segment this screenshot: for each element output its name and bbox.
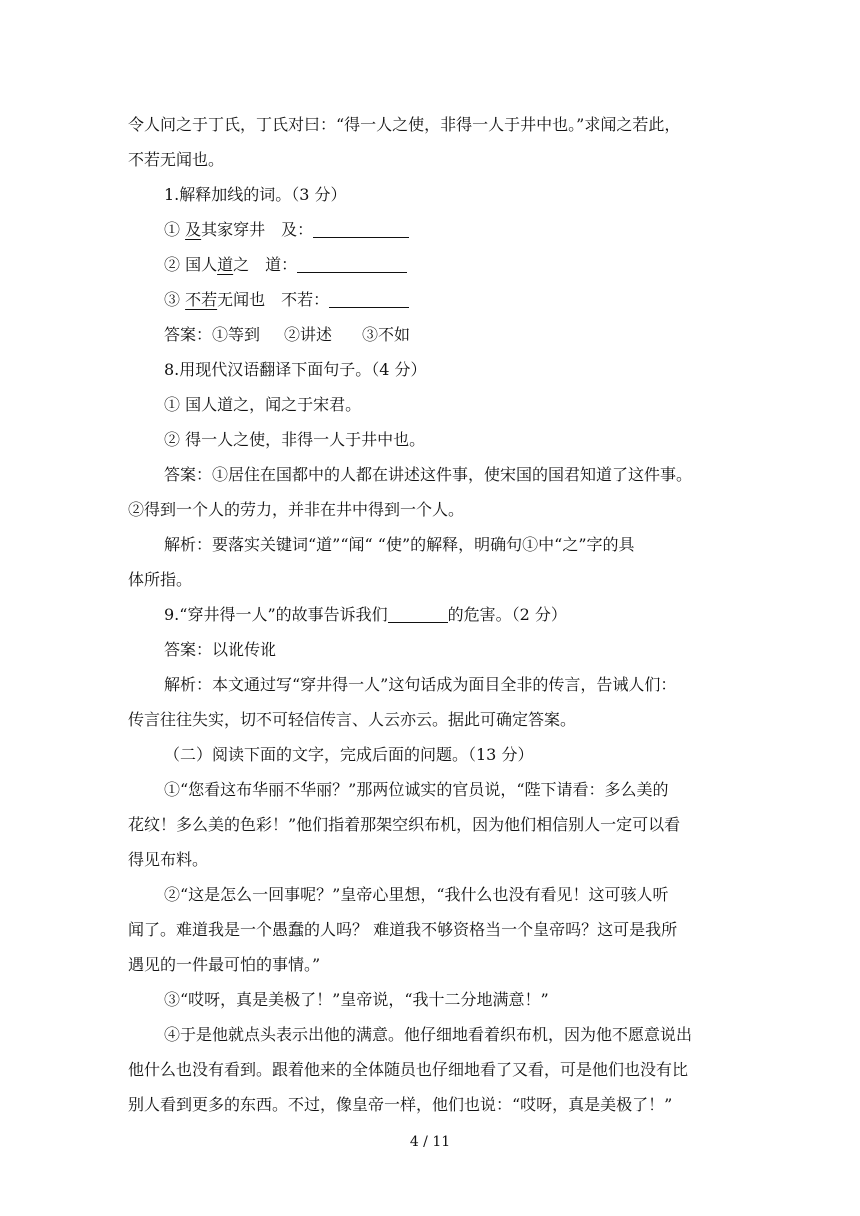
answer-line-continued: ②得到一个人的劳力，并非在井中得到一个人。 — [128, 500, 465, 519]
question-8-item-2: ② 得一人之使，非得一人于井中也。 — [164, 430, 426, 449]
analysis-line: 解析：要落实关键词“道”“闻“ “使”的解释，明确句①中“之”字的具 — [164, 535, 635, 554]
passage-line: 得见布料。 — [128, 850, 209, 869]
question-8-item-1: ① 国人道之，闻之于宋君。 — [164, 395, 362, 414]
answer-blank[interactable] — [329, 306, 409, 308]
answer-part: ②讲述 — [284, 325, 333, 344]
passage-paragraph-3: ③“哎呀，真是美极了！”皇帝说，“我十二分地满意！” — [164, 990, 549, 1009]
analysis-line-continued: 体所指。 — [128, 570, 193, 589]
answer-line: 答案：①居住在国都中的人都在讲述这件事，使宋国的国君知道了这件事。 — [164, 465, 693, 484]
page-number: 4 / 11 — [409, 1134, 451, 1150]
question-text: 的危害。（2 分） — [447, 605, 567, 624]
answer-part: ③不如 — [362, 325, 411, 344]
passage-line: 闻了。难道我是一个愚蠢的人吗？ 难道我不够资格当一个皇帝吗？这可是我所 — [128, 920, 678, 939]
item-text: 其家穿井 及： — [201, 220, 314, 239]
question-9-heading — [128, 597, 732, 632]
passage-paragraph-1: ①“您看这布华丽不华丽？”那两位诚实的官员说，“陛下请看：多么美的 — [164, 780, 669, 799]
passage-line: 遇见的一件最可怕的事情。” — [128, 955, 321, 974]
passage-line: 别人看到更多的东西。不过，像皇帝一样，他们也说：“哎呀，真是美极了！” — [128, 1095, 673, 1114]
answer-line — [128, 317, 732, 352]
analysis-line: 解析：本文通过写“穿井得一人”这句话成为面目全非的传言，告诫人们： — [164, 675, 677, 694]
question-1-heading: 1.解释加线的词。（3 分） — [164, 185, 347, 204]
analysis-line-continued: 传言往往失实，切不可轻信传言、人云亦云。据此可确定答案。 — [128, 710, 577, 729]
item-text: ② 国人 — [164, 255, 218, 274]
passage-line: 花纹！多么美的色彩！”他们指着那架空织布机，因为他们相信别人一定可以看 — [128, 815, 681, 834]
document-body — [128, 107, 732, 1122]
passage-paragraph-4: ④于是他就点头表示出他的满意。他仔细地看着织布机，因为他不愿意说出 — [164, 1025, 693, 1044]
underlined-word: 及 — [185, 220, 202, 239]
answer-blank[interactable] — [388, 621, 448, 623]
answer-part: 答案：①等到 — [164, 325, 261, 344]
item-marker: ③ — [164, 290, 186, 309]
section-2-heading: （二）阅读下面的文字，完成后面的问题。（13 分） — [164, 745, 534, 764]
question-1-item-3 — [128, 282, 732, 317]
question-text: 9.“穿井得一人”的故事告诉我们 — [164, 605, 388, 624]
underlined-word: 道 — [217, 255, 234, 274]
passage-paragraph-2: ②“这是怎么一回事呢？”皇帝心里想，“我什么也没有看见！这可骇人听 — [164, 885, 669, 904]
underlined-word: 不若 — [185, 290, 218, 309]
text-line: 令人问之于丁氏，丁氏对曰：“得一人之使，非得一人于井中也。”求闻之若此， — [128, 115, 681, 134]
item-text: 无闻也 不若： — [217, 290, 330, 309]
question-8-heading: 8.用现代汉语翻译下面句子。（4 分） — [164, 360, 427, 379]
text-line: 不若无闻也。 — [128, 150, 225, 169]
answer-blank[interactable] — [297, 271, 407, 273]
question-1-item-1 — [128, 212, 732, 247]
passage-line: 他什么也没有看到。跟着他来的全体随员也仔细地看了又看，可是他们也没有比 — [128, 1060, 689, 1079]
answer-blank[interactable] — [313, 236, 409, 238]
item-marker: ① — [164, 220, 186, 239]
answer-line: 答案：以讹传讹 — [164, 640, 277, 659]
item-text: 之 道： — [233, 255, 298, 274]
question-1-item-2 — [128, 247, 732, 282]
